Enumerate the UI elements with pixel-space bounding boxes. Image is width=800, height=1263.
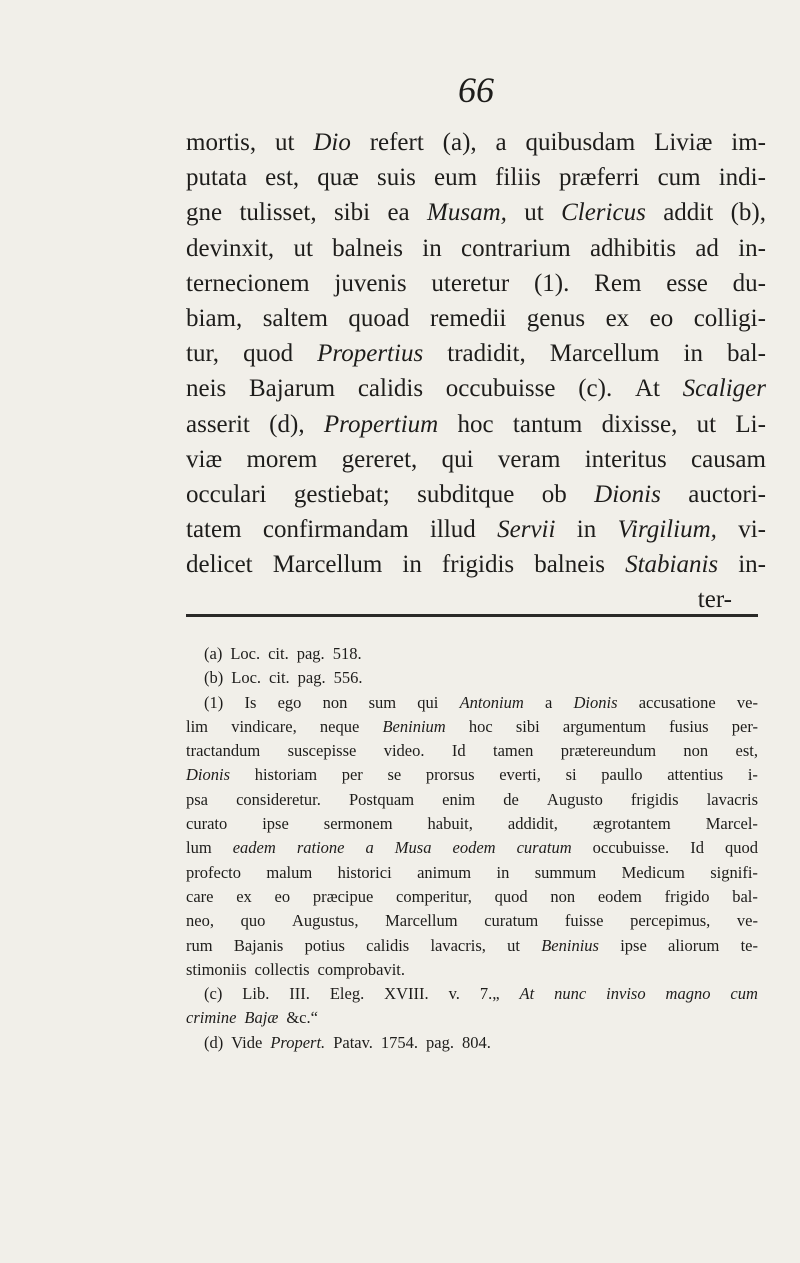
footnote-word: lavacris, xyxy=(430,935,486,955)
catchword xyxy=(186,582,766,617)
footnote-word: crimine xyxy=(186,1008,237,1028)
footnote-word: quod xyxy=(494,886,528,906)
main-text-word: ut xyxy=(275,129,295,156)
footnote-word: habuit, xyxy=(427,814,473,834)
footnote-word: v. xyxy=(448,984,460,1004)
footnote-word: nunc xyxy=(554,984,587,1004)
footnote-word: pag. xyxy=(297,668,326,688)
footnote-word: neque xyxy=(319,716,360,736)
main-text-word: tulisset, xyxy=(239,199,317,227)
main-text-word: (d), xyxy=(269,410,305,438)
footnote-word: Augustus, xyxy=(292,911,359,931)
main-text-word: Virgilium, xyxy=(617,516,717,544)
footnote-word: ve- xyxy=(736,911,758,931)
footnote-word: ex xyxy=(236,886,252,906)
main-text-word: ex xyxy=(605,304,630,332)
footnote-word: hoc xyxy=(468,716,493,736)
main-text-word: ob xyxy=(541,480,567,508)
main-text-word: esse xyxy=(666,269,708,297)
footnote-word: Bajanis xyxy=(233,935,284,955)
footnote-word: Postquam xyxy=(348,789,415,809)
footnote-word: video. xyxy=(383,741,425,761)
footnote-word: eo xyxy=(274,886,291,906)
main-text-word: bal- xyxy=(727,340,766,368)
main-text-word: contrarium xyxy=(460,234,571,262)
footnote-word: ægrotantem xyxy=(592,814,671,834)
footnote-word: (d) xyxy=(204,1032,224,1052)
footnote-word: (a) xyxy=(204,644,223,663)
main-text-word: refert xyxy=(369,129,424,156)
main-text-word: in- xyxy=(738,551,766,579)
footnote-word: quod xyxy=(724,838,758,858)
footnote-line xyxy=(186,763,758,787)
footnote-word: comprobavit. xyxy=(317,959,406,979)
footnote-word: ve- xyxy=(736,692,758,712)
footnote-word: per- xyxy=(731,716,758,736)
footnote-word: 1754. xyxy=(380,1032,419,1052)
footnote-divider-rule xyxy=(186,614,758,617)
footnote-word: Loc. xyxy=(230,644,261,663)
main-text-line xyxy=(186,195,766,230)
main-text-word: subditque xyxy=(417,480,515,508)
main-text-word: calidis xyxy=(357,375,424,403)
main-text-word: confirmandam xyxy=(262,516,409,544)
main-text-word: ternecionem xyxy=(186,269,310,297)
footnote-line xyxy=(186,691,758,715)
main-text-word: sibi xyxy=(333,199,371,227)
footnote-line xyxy=(186,885,758,909)
footnote-word: non xyxy=(550,886,576,906)
footnote-word: ratione xyxy=(296,838,345,858)
main-text-word: du- xyxy=(732,269,766,297)
footnote-word: &c.“ xyxy=(286,1008,318,1028)
main-text-word: vi- xyxy=(738,516,766,544)
main-text-line xyxy=(186,512,766,547)
footnote-word: Id xyxy=(690,838,704,858)
footnote-word: a xyxy=(544,692,553,712)
footnote-word: argumentum xyxy=(562,716,646,736)
footnote-word: lavacris xyxy=(706,789,758,809)
footnote-line xyxy=(186,836,758,860)
footnote-word: eodem xyxy=(597,886,642,906)
footnote-word: rum xyxy=(186,935,213,955)
footnote-word: non xyxy=(683,741,709,761)
footnote-word: XVIII. xyxy=(384,984,429,1004)
footnote-word: qui xyxy=(417,692,439,712)
footnote-word: sermonem xyxy=(323,814,393,834)
footnote-word: neo, xyxy=(186,911,214,931)
footnote-word: prorsus xyxy=(425,765,475,785)
main-text-word: quoad xyxy=(348,304,410,332)
main-text-word: dixisse, xyxy=(601,410,678,438)
main-text-word: devinxit, xyxy=(186,234,275,262)
main-text-word: gne xyxy=(186,199,223,227)
footnote-word: stimoniis xyxy=(186,959,247,979)
footnote-word: (1) xyxy=(204,692,224,712)
footnote-word: aliorum xyxy=(668,935,720,955)
footnote-word: i- xyxy=(747,765,758,785)
footnote-line xyxy=(186,788,758,812)
footnote-word: a xyxy=(365,838,374,858)
footnote-word: ut xyxy=(507,935,520,955)
footnote-word: in xyxy=(496,862,510,882)
main-text-word: ut xyxy=(293,234,313,262)
main-text-word: (1). xyxy=(533,269,570,297)
footnote-word: te- xyxy=(740,935,758,955)
main-text-word: saltem xyxy=(262,304,328,332)
footnote-word: curato xyxy=(186,814,228,834)
main-text-line xyxy=(186,231,766,266)
main-text-word: in xyxy=(683,340,703,368)
footnote-word: frigido xyxy=(664,886,710,906)
footnote-word: Eleg. xyxy=(329,984,365,1004)
main-text-word: balneis xyxy=(332,234,403,262)
main-text-word: Scaliger xyxy=(682,375,766,403)
main-text-word: auctori- xyxy=(688,480,766,508)
footnote-word: Is xyxy=(244,692,257,712)
main-text-word: veram xyxy=(497,445,561,473)
main-text-word: interitus xyxy=(584,445,667,473)
footnote-line xyxy=(186,812,758,836)
main-text-word: occulari xyxy=(186,480,267,508)
footnote-line xyxy=(186,934,758,958)
footnote-line xyxy=(186,666,758,690)
main-text-word: addit xyxy=(663,199,714,227)
main-text-word: genus xyxy=(526,304,586,332)
footnote-word: inviso xyxy=(606,984,646,1004)
footnote-word: addidit, xyxy=(507,814,558,834)
footnote-word: per xyxy=(341,765,363,785)
main-text-word: Servii xyxy=(497,516,556,544)
main-text-word: in xyxy=(422,234,442,262)
footnote-word: Musa xyxy=(394,838,432,858)
footnote-word: pag. xyxy=(296,644,325,663)
main-text-line xyxy=(186,442,766,477)
footnote-word: Lib. xyxy=(242,984,270,1004)
main-text-word: balneis xyxy=(534,551,606,579)
footnote-word: signifi- xyxy=(710,862,758,882)
main-text-word: tantum xyxy=(512,410,583,438)
footnote-word: Bajæ xyxy=(244,1008,279,1028)
footnote-word: Vide xyxy=(231,1032,263,1052)
footnote-word: everti, xyxy=(499,765,541,785)
footnote-word: profecto xyxy=(186,862,241,882)
footnote-word: est, xyxy=(735,741,758,761)
main-text-word: juvenis xyxy=(334,269,407,297)
main-text-word: filiis xyxy=(495,164,541,192)
main-text-word: ut xyxy=(524,199,544,227)
main-text-word: neis xyxy=(186,375,227,403)
footnote-word: attentius xyxy=(667,765,724,785)
footnote-word: sibi xyxy=(515,716,540,736)
footnote-word: At xyxy=(519,984,535,1004)
page-number: 66 xyxy=(458,70,494,110)
main-text-word: biam, xyxy=(186,304,243,332)
main-text-word: adhibitis xyxy=(589,234,677,262)
main-text-line xyxy=(186,547,766,582)
footnote-word: calidis xyxy=(366,935,410,955)
footnote-word: Patav. xyxy=(333,1032,373,1052)
footnote-word: animum xyxy=(417,862,472,882)
main-text-word: tur, xyxy=(186,340,220,368)
main-text-word: Propertium xyxy=(323,410,439,438)
footnote-word: ipse xyxy=(262,814,289,834)
footnote-word: 556. xyxy=(333,668,363,688)
main-text-word: Marcellum xyxy=(272,551,383,579)
main-text-word: qui xyxy=(441,445,474,473)
footnote-word: percepimus, xyxy=(630,911,711,931)
footnote-word: malum xyxy=(266,862,313,882)
footnote-word: Antonium xyxy=(459,692,524,712)
footnote-word: enim xyxy=(442,789,476,809)
footnote-word: fusius xyxy=(669,716,709,736)
footnote-word: tamen xyxy=(493,741,534,761)
main-text-word: uteretur xyxy=(431,269,510,297)
main-text-word: mortis, xyxy=(186,129,257,156)
main-text-word: quæ xyxy=(317,164,359,192)
main-text-line xyxy=(186,301,766,336)
main-text-word: delicet xyxy=(186,551,253,579)
footnote-word: magno xyxy=(665,984,711,1004)
main-text-word: Dionis xyxy=(594,480,661,508)
footnote-line xyxy=(186,861,758,885)
footnote-word: si xyxy=(565,765,577,785)
footnote-word: tractandum xyxy=(186,741,261,761)
footnote-word: Dionis xyxy=(573,692,618,712)
main-text-word: Propertius xyxy=(317,340,424,368)
footnote-word: 518. xyxy=(332,644,362,663)
main-text-word: Stabianis xyxy=(625,551,719,579)
footnote-line xyxy=(186,1006,758,1030)
main-text-word: cum xyxy=(657,164,701,192)
footnote-word: Dionis xyxy=(186,765,231,785)
main-text-word: remedii xyxy=(429,304,507,332)
footnote-word: cit. xyxy=(268,644,289,663)
main-text-word: ut xyxy=(696,410,717,438)
main-text-word: Bajarum xyxy=(249,375,336,403)
main-text-word: (c). xyxy=(578,375,613,403)
main-text-word: indi- xyxy=(718,164,766,192)
main-text-word: Rem xyxy=(594,269,642,297)
footnote-word: Beninius xyxy=(541,935,599,955)
main-text-word: in xyxy=(576,516,597,544)
footnote-word: Beninium xyxy=(382,716,446,736)
footnote-word: præcipue xyxy=(312,886,374,906)
footnote-line xyxy=(186,642,758,666)
footnote-word: psa xyxy=(186,789,208,809)
footnote-word: de xyxy=(503,789,519,809)
main-text-word: ea xyxy=(387,199,410,227)
footnote-word: non xyxy=(322,692,348,712)
footnote-word: historici xyxy=(337,862,392,882)
catchword-text: ter- xyxy=(697,586,732,614)
footnote-word: sum xyxy=(368,692,397,712)
main-text-word: illud xyxy=(429,516,476,544)
footnote-word: lim xyxy=(186,716,209,736)
main-text-word: gereret, xyxy=(341,445,418,473)
main-text-word: (b), xyxy=(730,199,766,227)
main-text-line xyxy=(186,407,766,442)
footnote-word: ego xyxy=(277,692,302,712)
footnote-word: suscepisse xyxy=(287,741,357,761)
footnote-word: care xyxy=(186,886,214,906)
footnote-word: summum xyxy=(534,862,597,882)
footnotes-block xyxy=(186,642,758,1055)
main-text-word: quibusdam xyxy=(525,129,636,156)
footnote-word: III. xyxy=(289,984,310,1004)
main-text-word: eo xyxy=(649,304,674,332)
footnote-word: prætereundum xyxy=(560,741,657,761)
main-text-word: Dio xyxy=(313,129,351,156)
main-text-word: quod xyxy=(243,340,294,368)
footnote-line xyxy=(186,1031,758,1055)
main-text-word: ad xyxy=(695,234,719,262)
footnote-word: comperitur, xyxy=(396,886,472,906)
main-text-word: Liviæ xyxy=(654,129,713,156)
main-text-word: tradidit, xyxy=(447,340,526,368)
footnote-word: fuisse xyxy=(564,911,604,931)
footnote-word: Augusto xyxy=(546,789,603,809)
footnote-word: accusatione xyxy=(638,692,716,712)
main-text-word: colligi- xyxy=(693,304,766,332)
footnote-word: 804. xyxy=(461,1032,491,1052)
main-text-line xyxy=(186,336,766,371)
main-text-line xyxy=(186,266,766,301)
footnote-word: lum xyxy=(186,838,212,858)
footnote-word: curatum xyxy=(484,911,539,931)
main-text-word: (a), xyxy=(442,129,477,156)
footnote-word: Medicum xyxy=(621,862,685,882)
main-text-word: asserit xyxy=(186,410,250,438)
footnote-word: curatum xyxy=(516,838,572,858)
main-text-word: præferri xyxy=(558,164,640,192)
footnote-word: eadem xyxy=(232,838,276,858)
footnote-word: (c) xyxy=(204,984,223,1004)
main-text-word: frigidis xyxy=(441,551,515,579)
main-text-line xyxy=(186,160,766,195)
main-text-word: tatem xyxy=(186,516,242,544)
footnote-word: quo xyxy=(240,911,266,931)
main-text-word: hoc xyxy=(457,410,494,438)
main-text-word: in- xyxy=(738,234,766,262)
footnote-word: vindicare, xyxy=(231,716,297,736)
footnote-word: cum xyxy=(730,984,758,1004)
main-text-line xyxy=(186,371,766,406)
main-text-word: viæ xyxy=(186,445,223,473)
main-text-word: putata xyxy=(186,164,248,192)
footnote-word: Loc. xyxy=(231,668,262,688)
footnote-word: ipse xyxy=(620,935,647,955)
footnote-word: Marcel- xyxy=(705,814,758,834)
main-text-word: Li- xyxy=(735,410,766,438)
footnote-line xyxy=(186,739,758,763)
footnote-line xyxy=(186,715,758,739)
main-text-word: in xyxy=(402,551,422,579)
main-text-word: suis xyxy=(377,164,416,192)
main-text-block xyxy=(186,125,766,618)
footnote-word: Id xyxy=(451,741,466,761)
main-text-word: causam xyxy=(691,445,766,473)
main-text-word: gestiebat; xyxy=(293,480,390,508)
footnote-word: consideretur. xyxy=(236,789,321,809)
footnote-word: cit. xyxy=(269,668,290,688)
main-text-word: morem xyxy=(246,445,318,473)
main-text-word: occubuisse xyxy=(445,375,556,403)
footnote-word: collectis xyxy=(254,959,310,979)
footnote-word: potius xyxy=(304,935,345,955)
footnote-word: pag. xyxy=(426,1032,454,1052)
footnote-line xyxy=(186,958,758,982)
main-text-word: At xyxy=(634,375,660,403)
footnote-word: 7.„ xyxy=(479,984,500,1004)
main-text-line xyxy=(186,477,766,512)
main-text-word: eum xyxy=(433,164,478,192)
footnote-word: Propert. xyxy=(270,1032,326,1052)
footnote-word: historiam xyxy=(254,765,318,785)
main-text-word: est, xyxy=(265,164,300,192)
footnote-word: eodem xyxy=(452,838,496,858)
footnote-line xyxy=(186,982,758,1006)
footnote-word: paullo xyxy=(601,765,643,785)
footnote-word: se xyxy=(387,765,402,785)
footnote-word: bal- xyxy=(732,886,758,906)
main-text-word: im- xyxy=(731,129,766,156)
main-text-word: Clericus xyxy=(561,199,646,227)
footnote-word: occubuisse. xyxy=(592,838,670,858)
main-text-word: a xyxy=(495,129,507,156)
footnote-word: Marcellum xyxy=(385,911,458,931)
footnote-word: frigidis xyxy=(630,789,679,809)
main-text-word: Marcellum xyxy=(549,340,660,368)
footnote-word: (b) xyxy=(204,668,224,688)
main-text-word: Musam, xyxy=(427,199,507,227)
footnote-line xyxy=(186,909,758,933)
main-text-line xyxy=(186,125,766,160)
